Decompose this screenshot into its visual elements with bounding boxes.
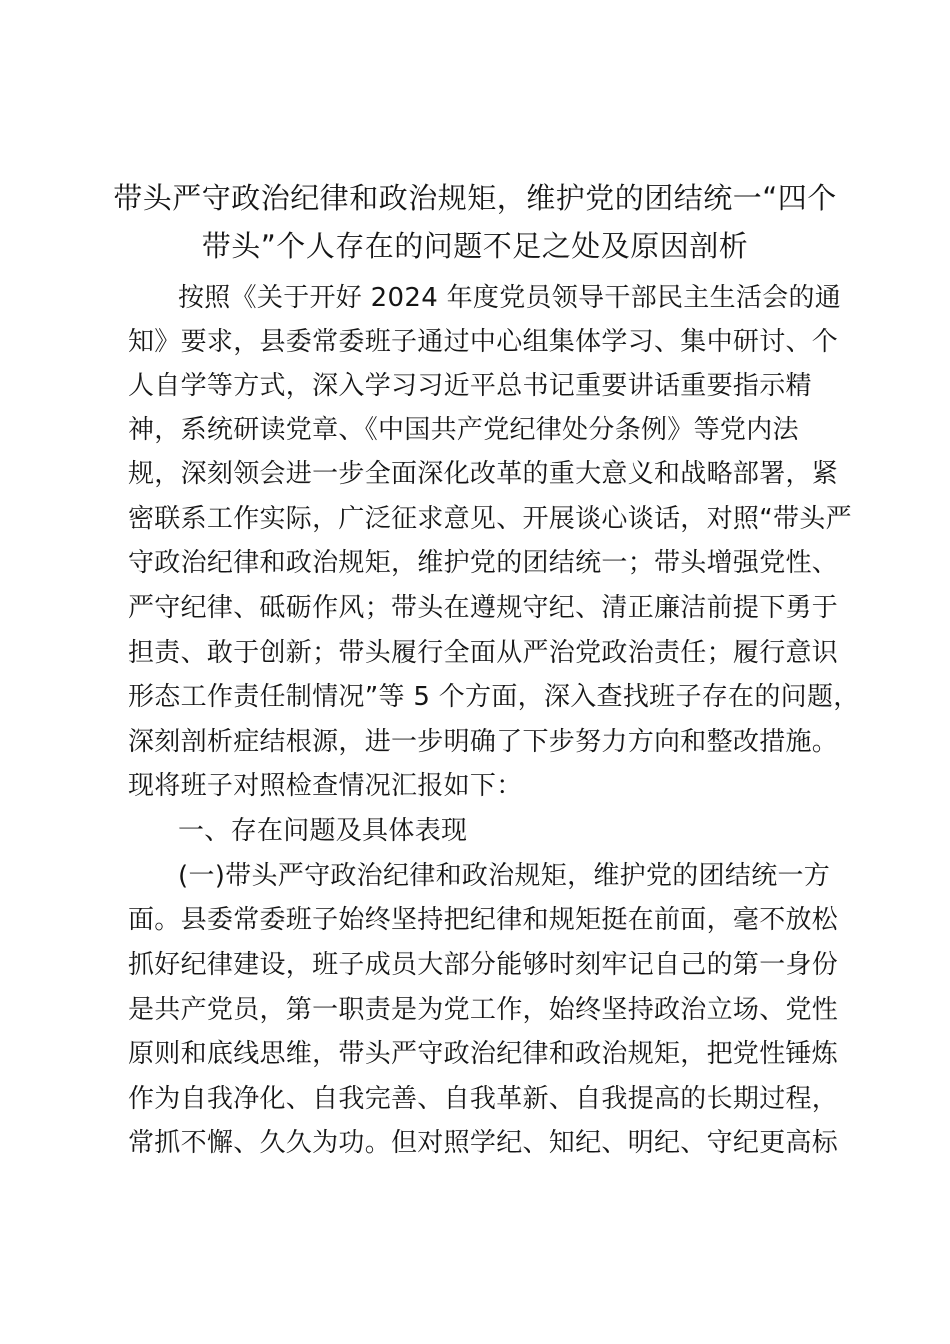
paragraph-line: 密联系工作实际，广泛征求意见、开展谈心谈话，对照“带头严 <box>128 504 852 534</box>
paragraph-line: 守政治纪律和政治规矩，维护党的团结统一；带头增强党性、 <box>128 548 839 578</box>
document-title-line-2: 带头”个人存在的问题不足之处及原因剖析 <box>201 229 749 263</box>
paragraph-line: 知》要求，县委常委班子通过中心组集体学习、集中研讨、个 <box>128 327 839 357</box>
paragraph-line: 神，系统研读党章、《中国共产党纪律处分条例》等党内法 <box>128 415 799 445</box>
paragraph-line: 作为自我净化、自我完善、自我革新、自我提高的长期过程， <box>128 1084 839 1114</box>
paragraph-line: 规，深刻领会进一步全面深化改革的重大意义和战略部署，紧 <box>128 459 839 489</box>
section-heading: 一、存在问题及具体表现 <box>178 816 468 846</box>
paragraph-line: 原则和底线思维，带头严守政治纪律和政治规矩，把党性锤炼 <box>128 1039 839 1069</box>
paragraph-line: 按照《关于开好 2024 年度党员领导干部民主生活会的通 <box>178 283 842 313</box>
paragraph-line: 常抓不懈、久久为功。但对照学纪、知纪、明纪、守纪更高标 <box>128 1128 839 1158</box>
paragraph-line: 现将班子对照检查情况汇报如下： <box>128 771 523 801</box>
paragraph-line: 抓好纪律建设，班子成员大部分能够时刻牢记自己的第一身份 <box>128 950 839 980</box>
document-title-line-1: 带头严守政治纪律和政治规矩，维护党的团结统一“四个 <box>113 181 837 215</box>
paragraph-line: 面。县委常委班子始终坚持把纪律和规矩挺在前面，毫不放松 <box>128 905 839 935</box>
paragraph-line: 是共产党员，第一职责是为党工作，始终坚持政治立场、党性 <box>128 995 839 1025</box>
paragraph-line: 深刻剖析症结根源，进一步明确了下步努力方向和整改措施。 <box>128 727 839 757</box>
paragraph-line: 担责、敢于创新；带头履行全面从严治党政治责任；履行意识 <box>128 638 839 668</box>
paragraph-line: 形态工作责任制情况”等 5 个方面，深入查找班子存在的问题， <box>128 682 860 712</box>
subsection-heading-line: (一)带头严守政治纪律和政治规矩，维护党的团结统一方 <box>178 861 831 891</box>
paragraph-line: 严守纪律、砥砺作风；带头在遵规守纪、清正廉洁前提下勇于 <box>128 593 839 623</box>
paragraph-line: 人自学等方式，深入学习习近平总书记重要讲话重要指示精 <box>128 371 812 401</box>
